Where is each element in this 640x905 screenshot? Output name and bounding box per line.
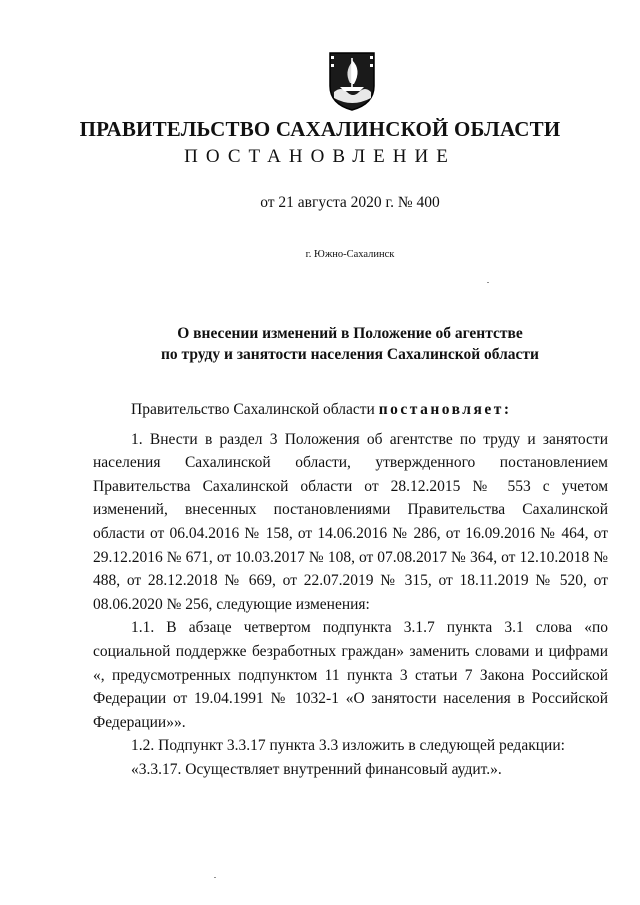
document-type: ПОСТАНОВЛЕНИЕ (184, 146, 456, 167)
item-1: 1. Внести в раздел 3 Положения об агентстве по труду и занятости населения Сахалинской области, утвержденного постановлением Правительства Сахалинской области от 28.12.2015 № 553 с учетом изменений, внесенных постановлениями Правительства Сахалинской области от 06.04.2016 № 158, от 14.06.2016 № 286, от 16.09.2016 № 464, от 29.12.2016 № 671, от 10.03.2017 № 108, от 07.08.2017 № 364, от 12.10.2018 № 488, от 28.12.2018 № 669, от 22.07.2019 № 315, от 18.11.2019 № 520, от 08.06.2020 № 256, следующие изменения: (93, 430, 608, 613)
preamble-lead: Правительство Сахалинской области (131, 401, 379, 418)
sakhalin-coat-of-arms-icon (327, 50, 377, 112)
document-date-number: от 21 августа 2020 г. № 400 (260, 194, 440, 211)
document-body (93, 398, 608, 782)
preamble (93, 398, 608, 422)
subject-line-2: по труду и занятости населения Сахалинской области (161, 346, 539, 363)
item-1-2: 1.2. Подпункт 3.3.17 пункта 3.3 изложить в следующей редакции: (131, 737, 565, 755)
scan-speck (487, 282, 489, 283)
item-1-2-text: «3.3.17. Осуществляет внутренний финансовый аудит.». (131, 760, 502, 778)
subject-line-1: О внесении изменений в Положение об агентстве (177, 325, 523, 342)
preamble-keyword: постановляет: (378, 401, 512, 418)
scan-speck (214, 877, 216, 878)
document-city: г. Южно-Сахалинск (305, 249, 395, 260)
document-subject (0, 323, 640, 365)
government-title: ПРАВИТЕЛЬСТВО САХАЛИНСКОЙ ОБЛАСТИ (79, 117, 561, 141)
item-1-1: 1.1. В абзаце четвертом подпункта 3.1.7 пункта 3.1 слова «по социальной поддержке безработных граждан» заменить словами и цифрами «, предусмотренных подпунктом 11 пункта 3 статьи 7 Закона Российской Федерации от 19.04.1991 № 1032-1 «О занятости населения в Российской Федерации»». (93, 619, 608, 731)
